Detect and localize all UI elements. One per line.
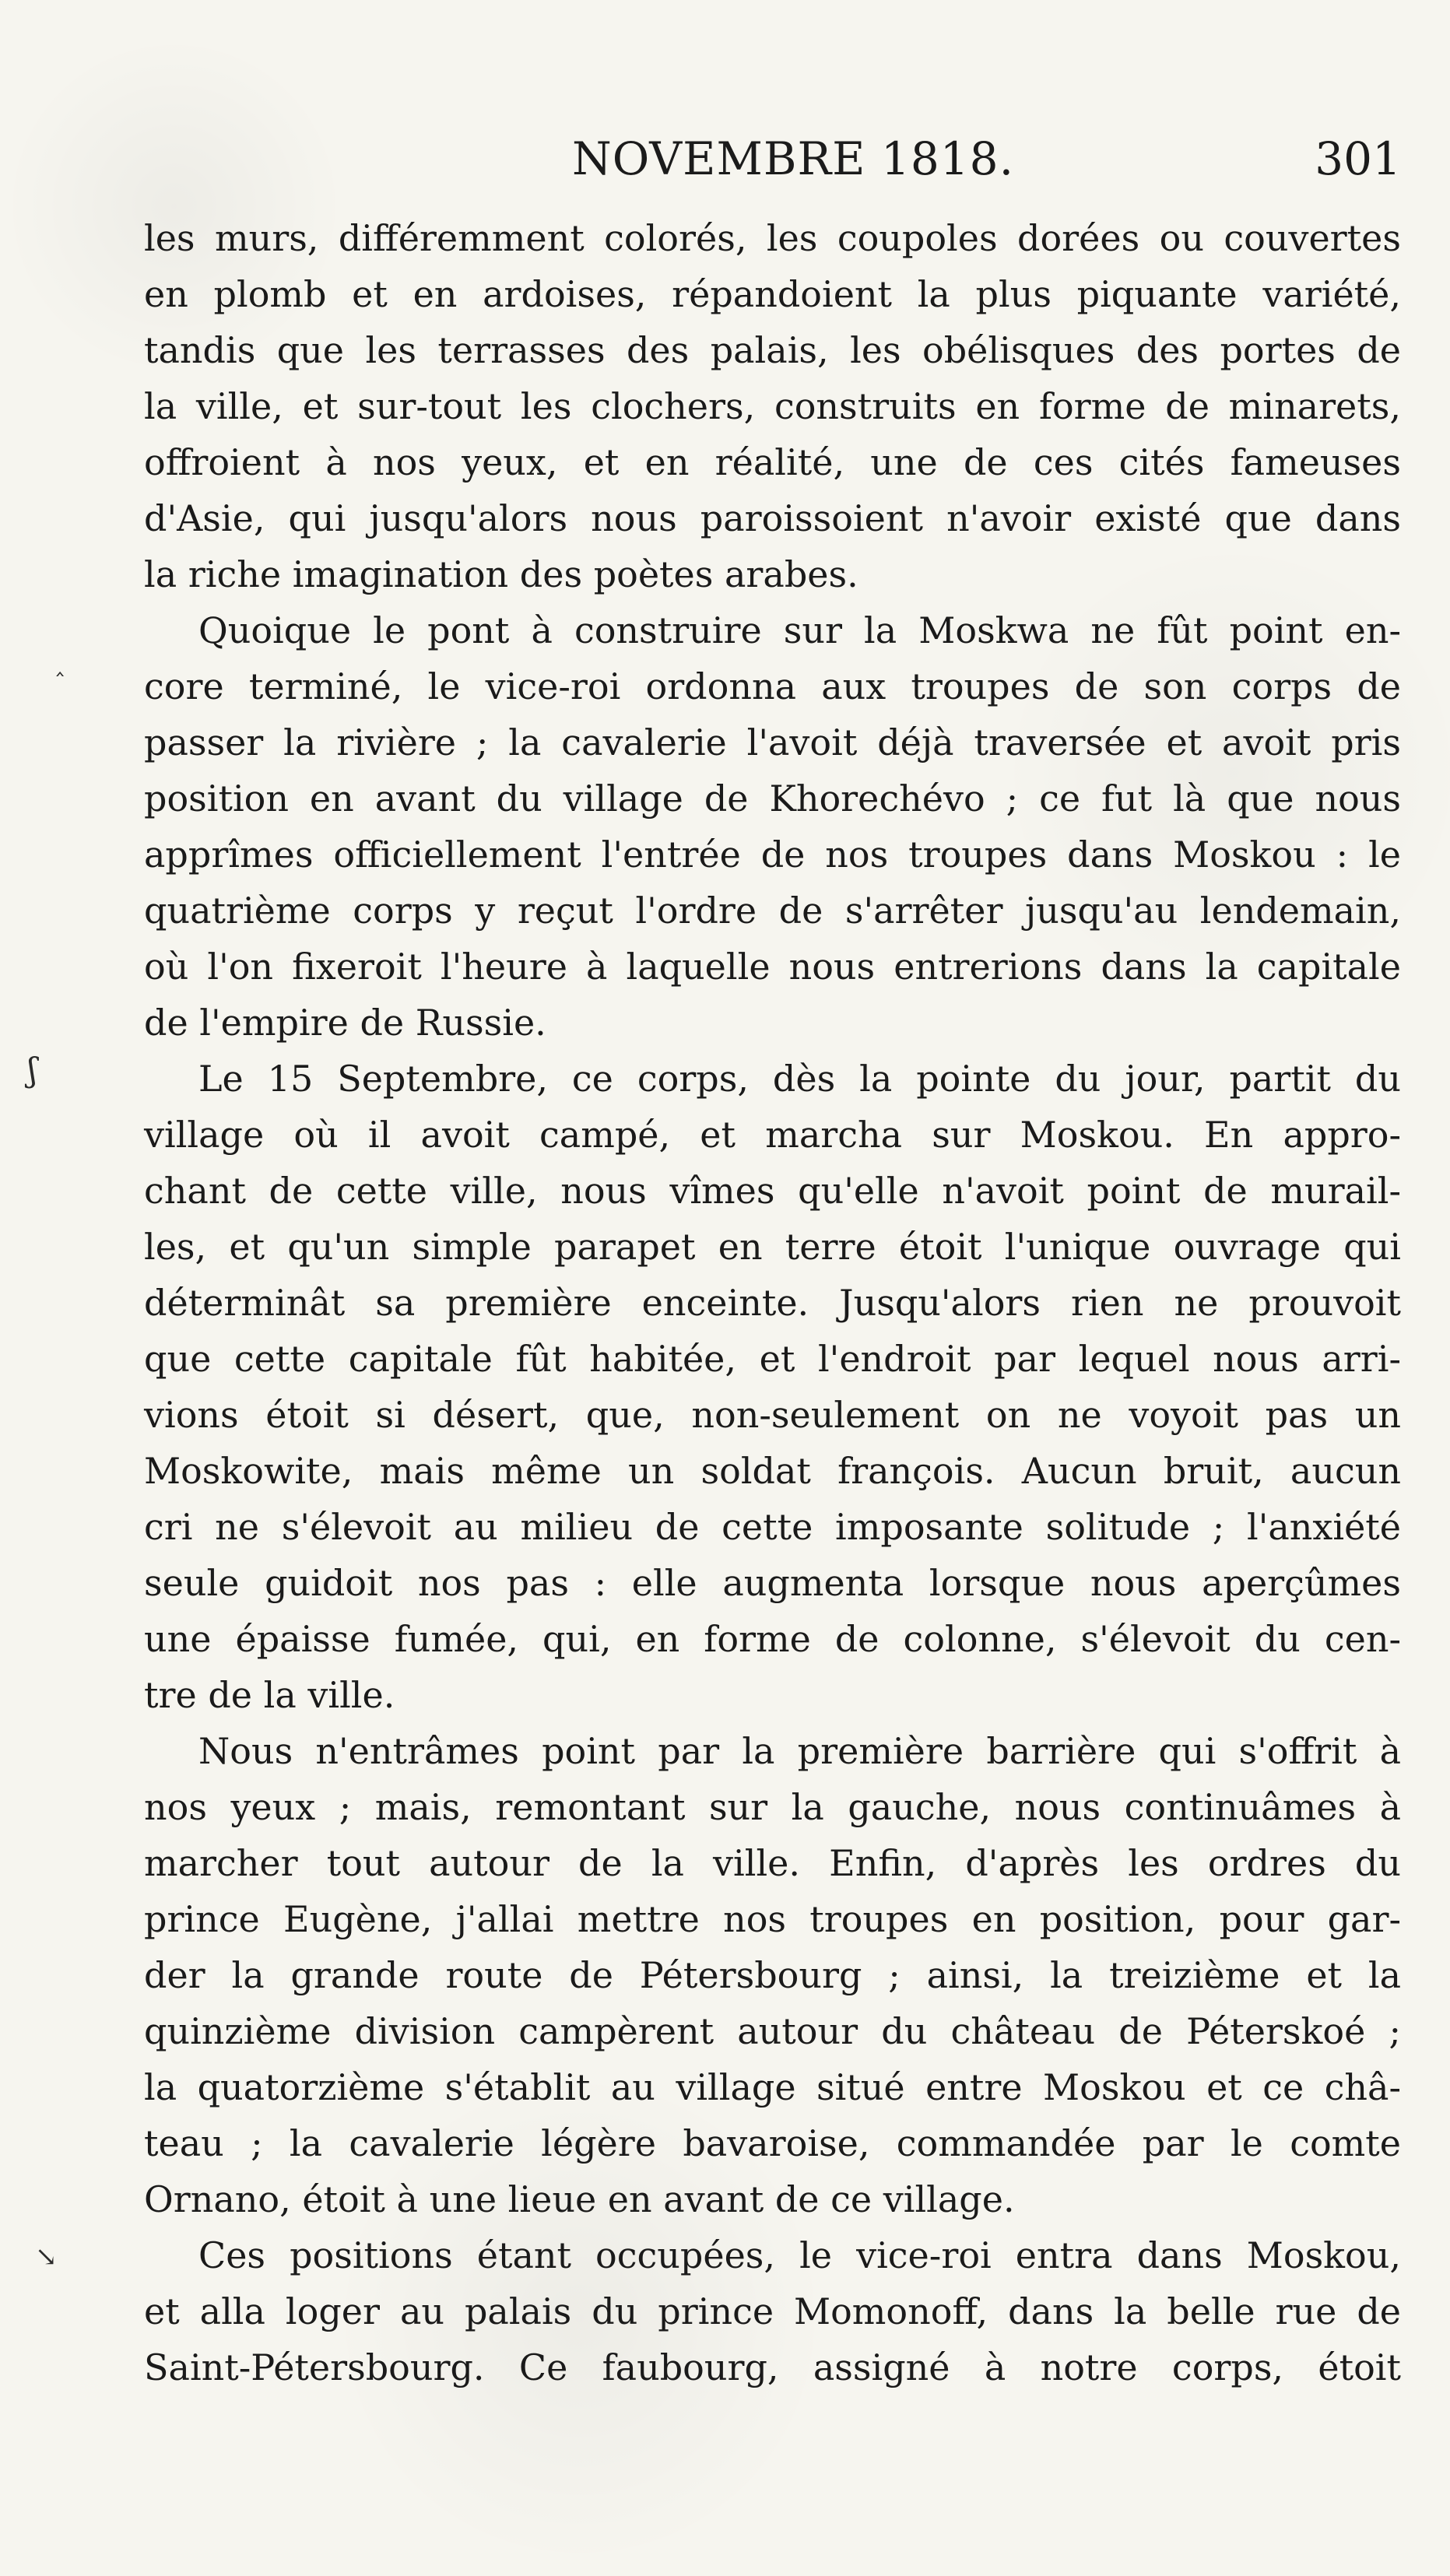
text-line: les murs, différemment colorés, les coupoles dorées ou couvertes — [144, 217, 1401, 259]
text-line: Le 15 Septembre, ce corps, dès la pointe du jour, partit du — [198, 1058, 1401, 1100]
text-line: offroient à nos yeux, et en réalité, une de ces cités fameuses — [144, 441, 1401, 483]
text-line: quinzième division campèrent autour du château de Péterskoé ; — [144, 2010, 1401, 2052]
text-line: position en avant du village de Khorechévo ; ce fut là que nous — [144, 777, 1401, 819]
text-line: Nous n'entrâmes point par la première barrière qui s'offrit à — [198, 1730, 1401, 1772]
text-line: la riche imagination des poètes arabes. — [144, 553, 858, 595]
text-line: vions étoit si désert, que, non-seulement on ne voyoit pas un — [144, 1394, 1401, 1436]
text-line: prince Eugène, j'allai mettre nos troupes en position, pour gar- — [144, 1898, 1401, 1940]
text-line: apprîmes officiellement l'entrée de nos troupes dans Moskou : le — [144, 834, 1401, 876]
text-line: der la grande route de Pétersbourg ; ainsi, la treizième et la — [144, 1954, 1401, 1996]
text-line: les, et qu'un simple parapet en terre étoit l'unique ouvrage qui — [144, 1226, 1401, 1268]
text-line: Ornano, étoit à une lieue en avant de ce village. — [144, 2178, 1015, 2220]
text-line: Quoique le pont à construire sur la Moskwa ne fût point en- — [198, 609, 1401, 651]
text-line: passer la rivière ; la cavalerie l'avoit déjà traversée et avoit pris — [144, 721, 1401, 763]
text-line: d'Asie, qui jusqu'alors nous paroissoient n'avoir existé que dans — [144, 497, 1401, 539]
text-line: seule guidoit nos pas : elle augmenta lorsque nous aperçûmes — [144, 1562, 1401, 1604]
text-line: en plomb et en ardoises, répandoient la plus piquante variété, — [144, 273, 1401, 315]
text-line: Ces positions étant occupées, le vice-roi entra dans Moskou, — [198, 2234, 1401, 2276]
text-line: chant de cette ville, nous vîmes qu'elle n'avoit point de murail- — [144, 1170, 1401, 1212]
text-line: teau ; la cavalerie légère bavaroise, commandée par le comte — [144, 2122, 1401, 2164]
text-line: core terminé, le vice-roi ordonna aux troupes de son corps de — [144, 665, 1401, 707]
text-line: déterminât sa première enceinte. Jusqu'alors rien ne prouvoit — [144, 1282, 1401, 1324]
text-line: village où il avoit campé, et marcha sur Moskou. En appro- — [144, 1114, 1401, 1156]
running-header — [132, 125, 1401, 187]
stray-mark: ↘ — [35, 2241, 58, 2272]
text-line: cri ne s'élevoit au milieu de cette imposante solitude ; l'anxiété — [144, 1506, 1401, 1548]
text-line: nos yeux ; mais, remontant sur la gauche, nous continuâmes à — [144, 1786, 1401, 1828]
text-line: où l'on fixeroit l'heure à laquelle nous entrerions dans la capitale — [144, 946, 1401, 988]
text-line: quatrième corps y reçut l'ordre de s'arrêter jusqu'au lendemain, — [144, 890, 1401, 932]
text-line: la quatorzième s'établit au village situé entre Moskou et ce châ- — [144, 2066, 1401, 2108]
text-line: tre de la ville. — [144, 1674, 395, 1716]
text-line: la ville, et sur-tout les clochers, construits en forme de minarets, — [144, 385, 1401, 427]
stray-mark: ‸ — [56, 650, 65, 677]
text-line: et alla loger au palais du prince Momonoff, dans la belle rue de — [144, 2290, 1401, 2332]
text-line: de l'empire de Russie. — [144, 1002, 546, 1044]
page-number: 301 — [1315, 132, 1401, 185]
text-line: une épaisse fumée, qui, en forme de colonne, s'élevoit du cen- — [144, 1618, 1401, 1660]
running-title: NOVEMBRE 1818. — [572, 132, 1015, 185]
text-line: tandis que les terrasses des palais, les obélisques des portes de — [144, 329, 1401, 371]
text-line: que cette capitale fût habitée, et l'endroit par lequel nous arri- — [144, 1338, 1401, 1380]
text-line: Moskowite, mais même un soldat françois. Aucun bruit, aucun — [144, 1450, 1401, 1492]
stray-mark: ʃ — [28, 1051, 37, 1089]
text-line: marcher tout autour de la ville. Enfin, d'après les ordres du — [144, 1842, 1401, 1884]
text-line: Saint-Pétersbourg. Ce faubourg, assigné à notre corps, étoit — [144, 2346, 1401, 2388]
